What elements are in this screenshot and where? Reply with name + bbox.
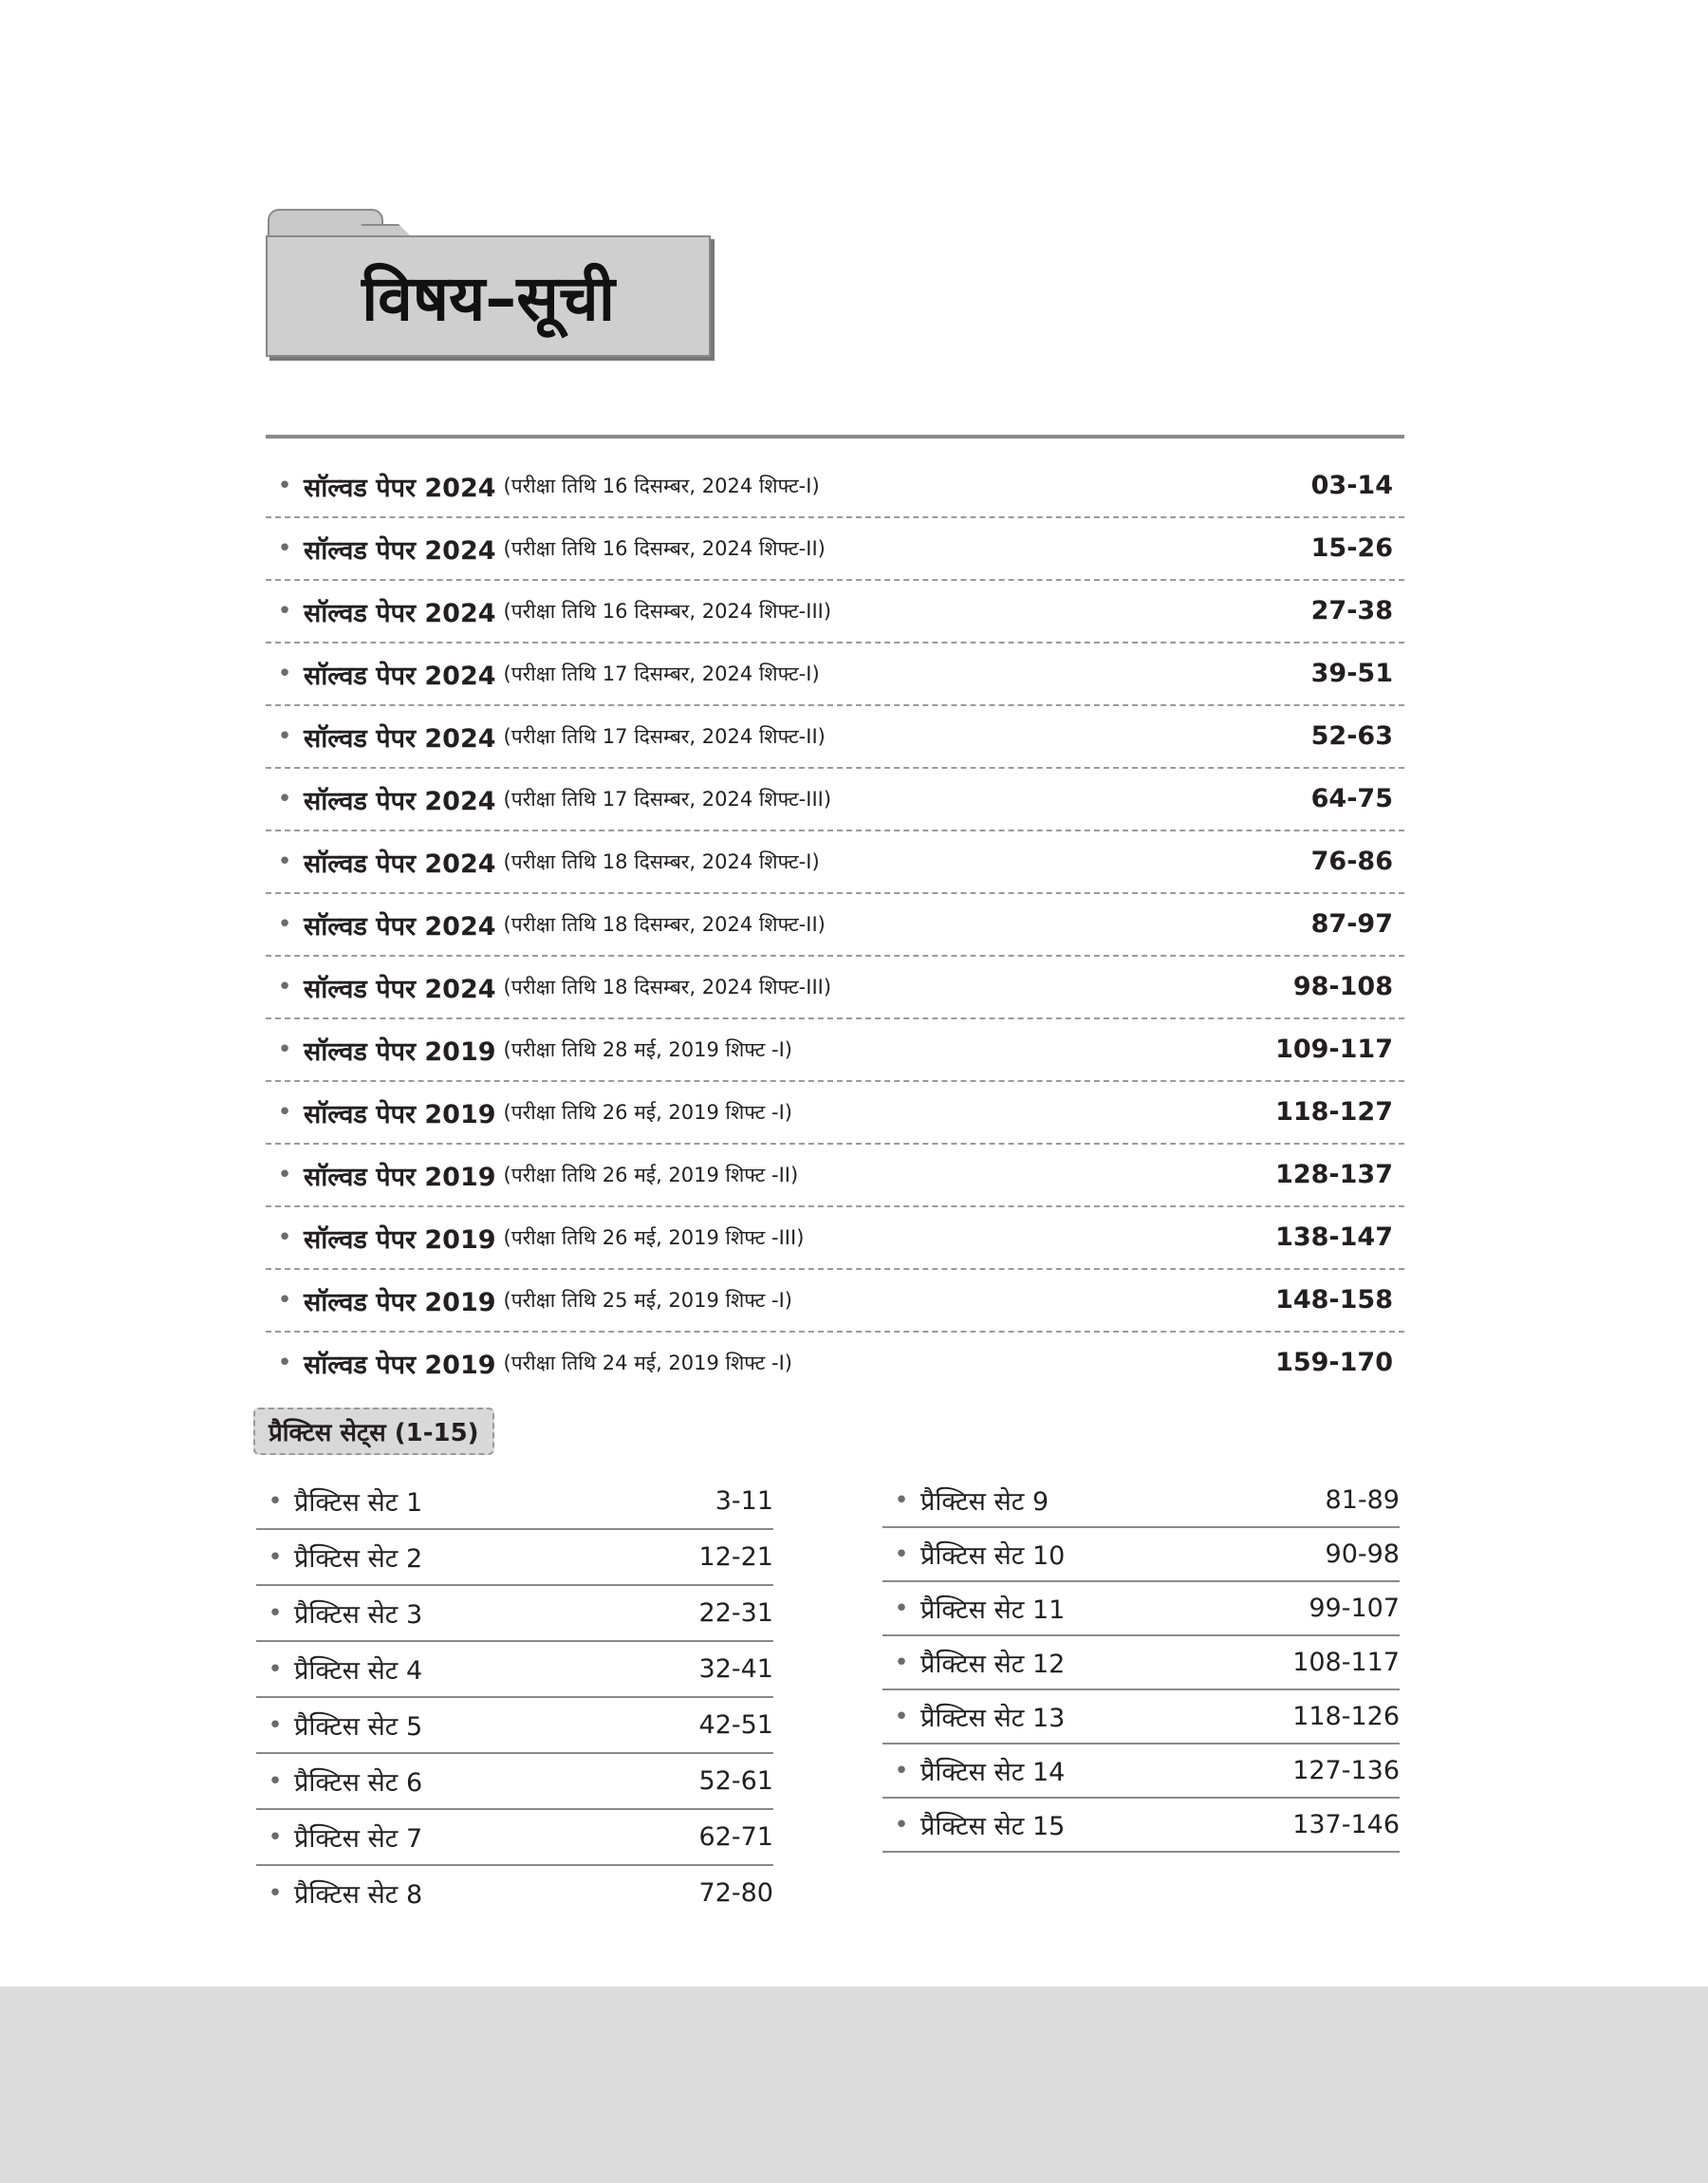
- bullet-icon: •: [268, 1654, 283, 1684]
- practice-set-label: प्रैक्टिस सेट 4: [294, 1656, 423, 1686]
- practice-set-label: प्रैक्टिस सेट 15: [920, 1812, 1066, 1841]
- bullet-icon: •: [277, 910, 292, 939]
- page-range: 72-80: [698, 1878, 773, 1908]
- practice-set-label: प्रैक्टिस सेट 9: [920, 1487, 1049, 1517]
- practice-set-label: प्रैक्टिस सेट 1: [294, 1488, 423, 1518]
- bullet-icon: •: [268, 1766, 283, 1796]
- bullet-icon: •: [268, 1878, 283, 1908]
- list-item[interactable]: [266, 644, 1404, 706]
- list-item[interactable]: [266, 1270, 1404, 1333]
- paper-detail: (परीक्षा तिथि 24 मई, 2019 शिफ्ट -I): [503, 1352, 792, 1374]
- list-item[interactable]: [266, 1207, 1404, 1270]
- list-item[interactable]: [266, 581, 1404, 644]
- paper-detail: (परीक्षा तिथि 17 दिसम्बर, 2024 शिफ्ट-III): [503, 788, 832, 811]
- page-range: 137-146: [1292, 1810, 1400, 1839]
- page-range: 128-137: [1275, 1160, 1393, 1189]
- page-range: 3-11: [715, 1486, 773, 1516]
- bullet-icon: •: [277, 722, 292, 751]
- paper-label: सॉल्वड पेपर 2019: [304, 1036, 496, 1067]
- list-item[interactable]: [256, 1530, 773, 1586]
- page-range: 98-108: [1292, 972, 1393, 1001]
- paper-detail: (परीक्षा तिथि 16 दिसम्बर, 2024 शिफ्ट-II): [503, 537, 826, 560]
- paper-label: सॉल्वड पेपर 2019: [304, 1350, 496, 1380]
- list-item[interactable]: [882, 1528, 1400, 1582]
- bullet-icon: •: [894, 1539, 909, 1569]
- paper-label: सॉल्वड पेपर 2024: [304, 911, 496, 942]
- list-item[interactable]: [266, 1145, 1404, 1207]
- page-range: 22-31: [698, 1598, 773, 1628]
- bullet-icon: •: [277, 848, 292, 876]
- paper-label: सॉल्वड पेपर 2024: [304, 723, 496, 754]
- paper-label: सॉल्वड पेपर 2024: [304, 974, 496, 1004]
- bullet-icon: •: [277, 1349, 292, 1377]
- bullet-icon: •: [277, 1223, 292, 1252]
- list-item[interactable]: [266, 706, 1404, 769]
- practice-set-label: प्रैक्टिस सेट 14: [920, 1758, 1066, 1787]
- paper-label: सॉल्वड पेपर 2024: [304, 786, 496, 816]
- bullet-icon: •: [277, 785, 292, 813]
- paper-detail: (परीक्षा तिथि 18 दिसम्बर, 2024 शिफ्ट-II): [503, 913, 826, 936]
- paper-label: सॉल्वड पेपर 2024: [304, 535, 496, 566]
- bullet-icon: •: [894, 1702, 909, 1731]
- list-item[interactable]: [256, 1810, 773, 1866]
- page-range: 27-38: [1310, 596, 1393, 625]
- paper-label: सॉल्वड पेपर 2019: [304, 1224, 496, 1255]
- paper-detail: (परीक्षा तिथि 26 मई, 2019 शिफ्ट -III): [503, 1226, 805, 1249]
- title-folder-tab: [266, 209, 716, 361]
- practice-set-label: प्रैक्टिस सेट 12: [920, 1650, 1066, 1679]
- bullet-icon: •: [277, 1098, 292, 1127]
- bullet-icon: •: [268, 1710, 283, 1740]
- page-range: 118-126: [1292, 1702, 1400, 1731]
- bullet-icon: •: [894, 1810, 909, 1839]
- bullet-icon: •: [277, 1286, 292, 1315]
- page-range: 127-136: [1292, 1756, 1400, 1785]
- list-item[interactable]: [266, 831, 1404, 894]
- paper-label: सॉल्वड पेपर 2024: [304, 661, 496, 691]
- paper-detail: (परीक्षा तिथि 28 मई, 2019 शिफ्ट -I): [503, 1038, 792, 1061]
- practice-set-label: प्रैक्टिस सेट 10: [920, 1541, 1066, 1571]
- list-item[interactable]: [256, 1866, 773, 1920]
- bullet-icon: •: [277, 472, 292, 500]
- bullet-icon: •: [894, 1756, 909, 1785]
- page-range: 39-51: [1310, 659, 1393, 688]
- paper-label: सॉल्वड पेपर 2024: [304, 849, 496, 879]
- page-range: 03-14: [1310, 471, 1393, 500]
- paper-detail: (परीक्षा तिथि 18 दिसम्बर, 2024 शिफ्ट-III): [503, 976, 832, 998]
- bullet-icon: •: [894, 1594, 909, 1623]
- list-item[interactable]: [266, 518, 1404, 581]
- bullet-icon: •: [268, 1598, 283, 1628]
- paper-label: सॉल्वड पेपर 2024: [304, 473, 496, 503]
- practice-set-label: प्रैक्टिस सेट 3: [294, 1600, 423, 1630]
- practice-set-label: प्रैक्टिस सेट 5: [294, 1712, 423, 1742]
- list-item[interactable]: [266, 1333, 1404, 1393]
- list-item[interactable]: [256, 1642, 773, 1698]
- practice-set-label: प्रैक्टिस सेट 13: [920, 1704, 1066, 1733]
- bullet-icon: •: [277, 534, 292, 563]
- page-range: 81-89: [1325, 1485, 1400, 1515]
- paper-label: सॉल्वड पेपर 2019: [304, 1099, 496, 1129]
- list-item[interactable]: [256, 1754, 773, 1810]
- practice-sets-left-column: [256, 1474, 773, 1920]
- bullet-icon: •: [894, 1485, 909, 1515]
- list-item[interactable]: [266, 894, 1404, 957]
- list-item[interactable]: [266, 1082, 1404, 1145]
- paper-label: सॉल्वड पेपर 2019: [304, 1287, 496, 1317]
- paper-detail: (परीक्षा तिथि 17 दिसम्बर, 2024 शिफ्ट-II): [503, 725, 826, 748]
- list-item[interactable]: [882, 1582, 1400, 1636]
- list-item[interactable]: [882, 1745, 1400, 1799]
- page-range: 118-127: [1275, 1097, 1393, 1127]
- bullet-icon: •: [268, 1542, 283, 1572]
- page-range: 32-41: [698, 1654, 773, 1684]
- page-range: 15-26: [1310, 533, 1393, 563]
- bullet-icon: •: [268, 1822, 283, 1852]
- page-range: 62-71: [698, 1822, 773, 1852]
- page-range: 52-61: [698, 1766, 773, 1796]
- page-range: 52-63: [1310, 721, 1393, 751]
- practice-set-label: प्रैक्टिस सेट 6: [294, 1768, 423, 1798]
- paper-label: सॉल्वड पेपर 2019: [304, 1162, 496, 1192]
- list-item[interactable]: [266, 957, 1404, 1019]
- page-range: 90-98: [1325, 1539, 1400, 1569]
- page-range: 138-147: [1275, 1222, 1393, 1252]
- bullet-icon: •: [268, 1486, 283, 1516]
- page-range: 76-86: [1310, 847, 1393, 876]
- paper-detail: (परीक्षा तिथि 26 मई, 2019 शिफ्ट -II): [503, 1164, 799, 1186]
- title-box: [266, 235, 711, 357]
- practice-set-label: प्रैक्टिस सेट 11: [920, 1595, 1066, 1625]
- paper-label: सॉल्वड पेपर 2024: [304, 598, 496, 628]
- practice-sets-heading: प्रैक्टिस सेट्स (1-15): [253, 1408, 494, 1455]
- list-item[interactable]: [256, 1474, 773, 1530]
- practice-set-label: प्रैक्टिस सेट 8: [294, 1880, 423, 1910]
- practice-set-label: प्रैक्टिस सेट 2: [294, 1544, 423, 1574]
- page-range: 99-107: [1309, 1594, 1400, 1623]
- page-range: 42-51: [698, 1710, 773, 1740]
- bullet-icon: •: [277, 973, 292, 1001]
- page-range: 87-97: [1310, 909, 1393, 939]
- solved-papers-list: [266, 456, 1404, 1393]
- list-item[interactable]: [256, 1698, 773, 1754]
- page-range: 64-75: [1310, 784, 1393, 813]
- bottom-margin-band: [0, 1987, 1708, 2183]
- list-item[interactable]: [882, 1474, 1400, 1528]
- paper-detail: (परीक्षा तिथि 18 दिसम्बर, 2024 शिफ्ट-I): [503, 850, 820, 873]
- paper-detail: (परीक्षा तिथि 16 दिसम्बर, 2024 शिफ्ट-I): [503, 475, 820, 497]
- page-title: विषय–सूची: [362, 262, 615, 335]
- bullet-icon: •: [277, 660, 292, 688]
- bullet-icon: •: [894, 1648, 909, 1677]
- bullet-icon: •: [277, 1161, 292, 1189]
- list-item[interactable]: [266, 769, 1404, 831]
- list-item[interactable]: [882, 1690, 1400, 1745]
- paper-detail: (परीक्षा तिथि 17 दिसम्बर, 2024 शिफ्ट-I): [503, 662, 820, 685]
- page-range: 12-21: [698, 1542, 773, 1572]
- bullet-icon: •: [277, 1036, 292, 1064]
- practice-sets-right-column: [882, 1474, 1400, 1853]
- page-range: 148-158: [1275, 1285, 1393, 1315]
- page-range: 108-117: [1292, 1648, 1400, 1677]
- page-range: 109-117: [1275, 1035, 1393, 1064]
- page-range: 159-170: [1275, 1348, 1393, 1377]
- bullet-icon: •: [277, 597, 292, 625]
- top-divider: [266, 435, 1404, 438]
- paper-detail: (परीक्षा तिथि 25 मई, 2019 शिफ्ट -I): [503, 1289, 792, 1312]
- list-item[interactable]: [882, 1799, 1400, 1853]
- list-item[interactable]: [266, 1019, 1404, 1082]
- practice-set-label: प्रैक्टिस सेट 7: [294, 1824, 423, 1854]
- list-item[interactable]: [882, 1636, 1400, 1690]
- list-item[interactable]: [256, 1586, 773, 1642]
- paper-detail: (परीक्षा तिथि 26 मई, 2019 शिफ्ट -I): [503, 1101, 792, 1124]
- paper-detail: (परीक्षा तिथि 16 दिसम्बर, 2024 शिफ्ट-III): [503, 600, 832, 623]
- list-item[interactable]: [266, 456, 1404, 518]
